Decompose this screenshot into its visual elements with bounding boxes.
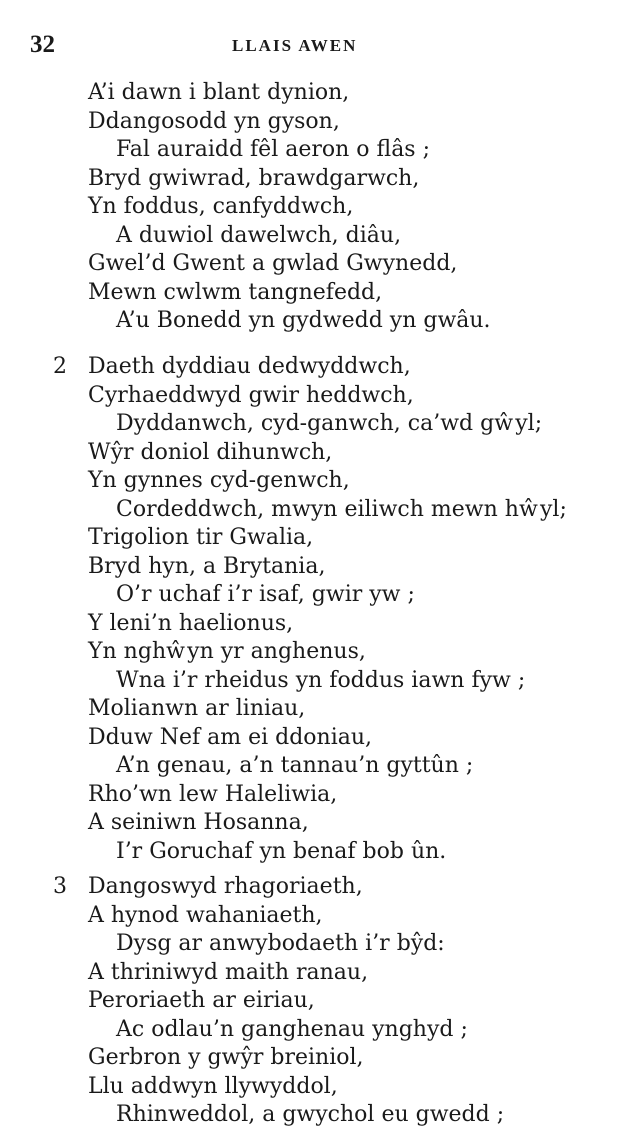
verse-line [0,959,627,988]
verse-line-text: O’r uchaf i’r isaf, gwir yw ; [116,582,415,607]
verse-line [0,987,627,1016]
verse-line [0,136,627,165]
verse-line-text: A thriniwyd maith ranau, [88,959,369,985]
verse-line-text: Bryd gwiwrad, brawdgarwch, [88,165,420,191]
verse-line-text: Dyddanwch, cyd-ganwch, ca’wd gŵyl; [116,411,543,436]
verse-line-text: Trigolion tir Gwalia, [88,525,314,550]
verse-line-text: A seiniwn Hosanna, [88,810,309,835]
verse-line [0,724,627,753]
verse-line [0,222,627,251]
stanza-1 [0,79,627,336]
verse-line [0,1073,627,1102]
verse-line-text: I’r Goruchaf yn benaf bob ûn. [116,838,447,864]
verse-line-text: Mewn cwlwm tangnefedd, [88,279,383,305]
verse-line-text: Peroriaeth ar eiriau, [88,988,315,1013]
verse-line-text: Wŷr doniol dihunwch, [88,439,333,465]
verse-line-text: Ddangosodd yn gyson, [88,108,340,134]
verse-line-text: Yn gynnes cyd-genwch, [88,468,350,493]
verse-line [0,581,627,610]
verse-line-text: A’n genau, a’n tannau’n gyttûn ; [116,753,474,778]
verse-line [0,553,627,582]
verse-line-text: Y leni’n haelionus, [88,610,294,636]
verse-line [0,610,627,639]
verse-line [0,1044,627,1073]
verse-line-text: Dduw Nef am ei ddoniau, [88,724,373,750]
verse-line-text: Yn foddus, canfyddwch, [88,194,354,219]
verse-line-text: Dangoswyd rhagoriaeth, [88,874,363,899]
verse-line-text: A’i dawn i blant dynion, [88,80,350,105]
verse-line [0,410,627,439]
verse-line [0,307,627,336]
verse-line [0,524,627,553]
verse-line [0,930,627,959]
verse-line [0,838,627,867]
verse-line-text: Cordeddwch, mwyn eiliwch mewn hŵyl; [116,496,567,522]
verse-line-text: Yn nghŵyn yr anghenus, [88,639,366,664]
verse-line [0,781,627,810]
verse-line [0,1101,627,1130]
verse-line [0,1016,627,1045]
verse-line [0,250,627,279]
verse-line-text: Gerbron y gwŷr breiniol, [88,1045,364,1070]
verse-line [0,467,627,496]
verse-line-text: A duwiol dawelwch, diâu, [116,222,402,248]
verse-line [0,193,627,222]
verse-line-text: Gwel’d Gwent a gwlad Gwynedd, [88,251,458,276]
verse-line [0,638,627,667]
verse-line-text: A’u Bonedd yn gydwedd yn gwâu. [116,308,491,333]
verse-line-text: Molianwn ar liniau, [88,696,306,721]
stanza-number: 3 [53,874,67,899]
verse-line-text: Rho’wn lew Haleliwia, [88,781,338,807]
verse-line [0,752,627,781]
verse-line [0,382,627,411]
stanza-number: 2 [53,354,67,379]
verse-line-text: Ac odlau’n ganghenau ynghyd ; [116,1016,468,1042]
verse-line [0,873,627,902]
stanza-2 [0,353,627,866]
verse-line [0,353,627,382]
stanza-3 [0,873,627,1130]
verse-line-text: Bryd hyn, a Brytania, [88,553,326,579]
page-number: 32 [30,31,55,58]
verse-line-text: Cyrhaeddwyd gwir heddwch, [88,382,414,408]
verse-line [0,279,627,308]
verse-line [0,79,627,108]
verse-line-text: Wna i’r rheidus yn foddus iawn fyw ; [116,667,526,693]
verse-line [0,108,627,137]
verse-line-text: Daeth dyddiau dedwyddwch, [88,354,411,379]
verse-line [0,667,627,696]
verse-line-text: Llu addwyn llywyddol, [88,1073,338,1099]
page-header [0,30,627,60]
running-title: LLAIS AWEN [232,36,358,55]
verse-line [0,902,627,931]
verse-line [0,695,627,724]
verse-line-text: A hynod wahaniaeth, [88,902,323,928]
verse-line [0,809,627,838]
verse-line-text: Dysg ar anwybodaeth i’r bŷd: [116,931,445,956]
verse-line-text: Rhinweddol, a gwychol eu gwedd ; [116,1102,505,1127]
verse-line-text: Fal auraidd fêl aeron o flâs ; [116,137,431,162]
verse-line [0,165,627,194]
verse-line [0,439,627,468]
verse-line [0,496,627,525]
